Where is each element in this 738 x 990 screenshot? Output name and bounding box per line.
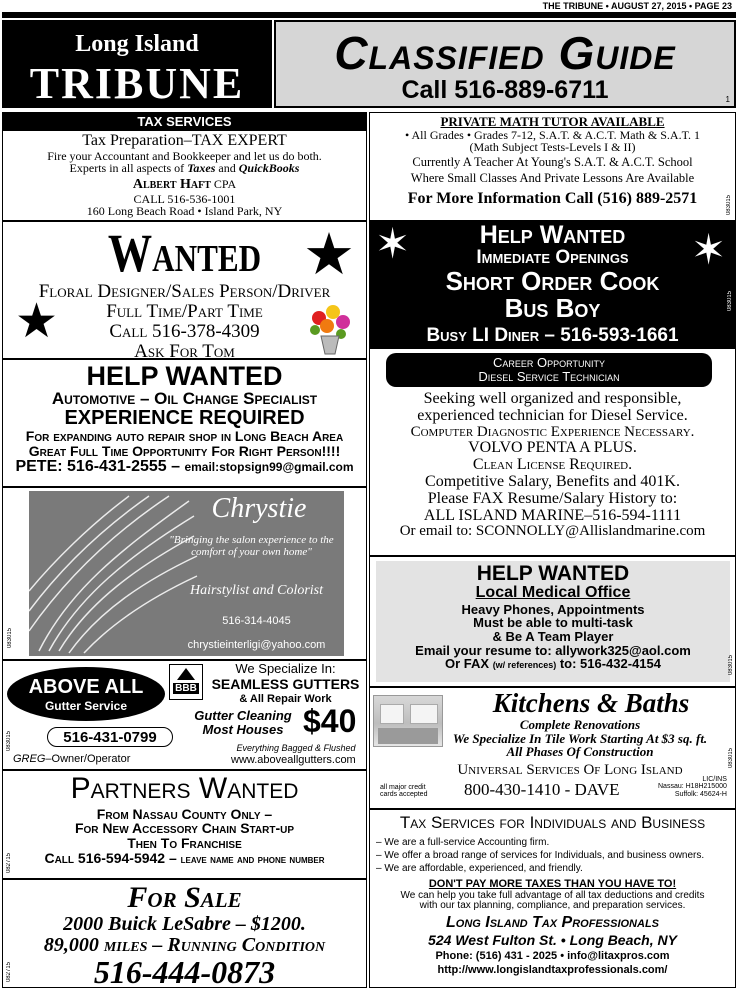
tax-line3: Experts in all aspects of Taxes and QuickBooks — [69, 161, 300, 176]
medical-line4: Email your resume to: allywork325@aol.com — [415, 642, 691, 658]
tax-line1: Tax Preparation–TAX EXPERT — [82, 132, 287, 149]
partners-line4: Call 516-594-5942 – leave name and phone number — [44, 849, 325, 866]
short-order-line3: Short Order Cook — [445, 266, 660, 297]
oil-title: HELP WANTED — [86, 361, 283, 391]
floral-body — [3, 282, 366, 362]
short-order-body — [369, 222, 736, 346]
tax-ind-site: http://www.longislandtaxprofessionals.com/ — [437, 963, 668, 976]
chrystie-name: Chrystie — [211, 493, 307, 524]
tax-ind-dont: DON'T PAY MORE TAXES THAN YOU HAVE TO! — [428, 878, 677, 890]
star-icon: ★ — [303, 222, 355, 287]
tax-ind-bullet1: – We are a full-service Accounting firm. — [376, 837, 550, 848]
diesel-line3: Computer Diagnostic Experience Necessary. — [410, 423, 695, 440]
bbb-text: BBB — [173, 683, 199, 694]
diesel-line2: experienced technician for Diesel Service. — [417, 406, 688, 424]
logo-line1: Long Island — [75, 31, 199, 57]
bbb-logo — [169, 664, 203, 700]
oil-change-body — [3, 362, 366, 475]
gutter-phone: 516-431-0799 — [47, 727, 173, 747]
star-icon: ✶ — [691, 226, 727, 273]
ad-wanted-floral — [2, 221, 367, 362]
ad-code: 083015 — [728, 748, 734, 769]
ad-code: 083015 — [726, 195, 732, 216]
kitchens-credit: all major credit cards accepted — [380, 784, 428, 799]
diesel-body — [370, 391, 735, 540]
partners-title: Partners Wanted — [70, 772, 299, 805]
math-line5: For More Information Call (516) 889-2571 — [407, 190, 698, 208]
ad-short-order — [369, 221, 736, 348]
oil-line4: Great Full Time Opportunity For Right Person!!!! — [28, 442, 341, 459]
tax-services-body — [3, 133, 366, 218]
ad-math-tutor — [369, 112, 736, 221]
tax-ind-contact: Phone: (516) 431 - 2025 • info@litaxpros.com — [435, 950, 670, 963]
tax-ind-bullets — [376, 836, 704, 875]
header-rule — [2, 12, 736, 18]
logo-line2: TRIBUNE — [29, 59, 245, 108]
partners-line3: Then To Franchise — [127, 834, 242, 851]
oil-line3: For expanding auto repair shop in Long Beach Area — [25, 428, 344, 445]
tax-line2: Fire your Accountant and Bookkeeper and let us do both. — [47, 148, 322, 163]
for-sale-line2: 89,000 miles – Running Condition — [43, 933, 326, 956]
kitchens-line1: Complete Renovations — [519, 717, 641, 732]
medical-line1: Heavy Phones, Appointments — [461, 601, 645, 617]
gutter-spec: We Specialize In: — [235, 661, 336, 676]
ad-partners-wanted — [2, 770, 367, 879]
diesel-pill1: Career Opportunity — [493, 355, 605, 370]
tax-services-heading: TAX SERVICES — [3, 113, 366, 131]
ad-code: 082715 — [6, 853, 12, 874]
diesel-line9: Or email to: SCONNOLLY@Allislandmarine.com — [399, 523, 706, 540]
ad-tax-services — [2, 112, 367, 221]
short-order-line4: Bus Boy — [504, 293, 601, 324]
medical-sub: Local Medical Office — [475, 584, 631, 602]
diesel-pill — [386, 353, 712, 387]
diesel-line4: VOLVO PENTA A PLUS. — [468, 439, 637, 457]
math-line1: • All Grades • Grades 7-12, S.A.T. & A.C.T. Math & S.A.T. 1 — [404, 127, 701, 142]
tax-ind-bullet3: – We are affordable, experienced, and friendly. — [376, 863, 583, 874]
for-sale-body — [3, 882, 366, 989]
math-body — [370, 115, 735, 208]
ad-code: 083015 — [727, 291, 733, 312]
oil-line5: PETE: 516-431-2555 – email:stopsign99@gmail.com — [15, 457, 354, 475]
chrystie-email: chrystieinterligi@yahoo.com — [187, 639, 326, 651]
page-mark: 1 — [725, 95, 730, 104]
guide-phone: Call 516-889-6711 — [401, 76, 609, 104]
tax-ind-body — [370, 879, 735, 976]
ad-oil-change — [2, 359, 367, 487]
math-title: PRIVATE MATH TUTOR AVAILABLE — [440, 114, 665, 129]
chrystie-role: Hairstylist and Colorist — [189, 583, 324, 598]
ad-tax-individuals — [369, 809, 736, 988]
floral-line3: Call 516-378-4309 — [109, 320, 260, 342]
floral-line4: Ask For Tom — [134, 340, 235, 362]
diesel-line5: Clean License Required. — [472, 456, 633, 474]
diesel-pill2: Diesel Service Technician — [478, 368, 620, 384]
math-line3: Currently A Teacher At Young's S.A.T. & A.C.T. School — [412, 154, 693, 169]
ad-chrystie — [2, 487, 367, 660]
star-icon: ✶ — [375, 220, 411, 267]
ad-kitchens-baths — [369, 687, 736, 809]
running-head: THE TRIBUNE • AUGUST 27, 2015 • PAGE 23 — [542, 1, 732, 11]
medical-line2: Must be able to multi-task — [473, 615, 633, 631]
for-sale-phone: 516-444-0873 — [93, 953, 276, 990]
kitchens-title: Kitchens & Baths — [492, 688, 690, 718]
medical-card — [376, 561, 730, 682]
floral-line1: Floral Designer/Sales Person/Driver — [38, 281, 331, 302]
classified-guide-banner — [274, 20, 736, 108]
diesel-line7: Please FAX Resume/Salary History to: — [427, 489, 678, 507]
kitchens-line4: Universal Services Of Long Island — [457, 762, 683, 778]
medical-title: HELP WANTED — [476, 562, 630, 585]
gutter-name2: Gutter Service — [44, 699, 128, 713]
hair-swirl-graphic — [29, 491, 199, 656]
short-order-line1: Help Wanted — [479, 221, 626, 249]
short-order-line2: Immediate Openings — [476, 247, 629, 269]
partners-line2: For New Accessory Chain Start-up — [74, 820, 295, 837]
math-line4: Where Small Classes And Private Lessons Are Available — [410, 170, 695, 185]
ad-code: 083015 — [7, 628, 13, 649]
partners-line1: From Nassau County Only – — [96, 805, 273, 822]
gutter-cleaning: Gutter Cleaning Most Houses — [194, 708, 292, 737]
ad-gutter — [2, 660, 367, 770]
oil-line1: Automotive – Oil Change Specialist — [51, 389, 318, 409]
kitchens-line2: We Specialize In Tile Work Starting At $3 sq. ft. — [452, 730, 708, 746]
gutter-price: $40 — [303, 703, 357, 739]
tax-ind-bullet2: – We offer a broad range of services for Individuals, and business owners. — [376, 850, 705, 861]
gutter-repair: & All Repair Work — [239, 693, 332, 705]
medical-line5: Or FAX (w/ references) to: 516-432-4154 — [445, 656, 661, 672]
tax-address: 160 Long Beach Road • Island Park, NY — [86, 204, 283, 219]
tribune-logo — [2, 20, 272, 108]
chrystie-card — [29, 491, 344, 656]
ad-for-sale — [2, 879, 367, 988]
tax-ind-p1: We can help you take full advantage of all tax deductions and credits — [400, 889, 705, 901]
gutter-owner: GREG–Owner/Operator — [13, 753, 131, 765]
tax-ind-title: Tax Services for Individuals and Business — [399, 813, 706, 832]
floral-line2: Full Time/Part Time — [106, 300, 263, 322]
ad-code: 083015 — [728, 655, 734, 676]
ad-diesel-technician — [369, 348, 736, 556]
diesel-line8: ALL ISLAND MARINE–516-594-1111 — [423, 506, 682, 524]
tax-call: CALL 516-536-1001 — [133, 191, 236, 206]
medical-line3: & Be A Team Player — [492, 629, 614, 645]
tax-ind-name: Long Island Tax Professionals — [445, 913, 659, 931]
tax-ind-address: 524 West Fulton St. • Long Beach, NY — [428, 932, 677, 949]
gutter-site: www.aboveallgutters.com — [231, 754, 356, 766]
gutter-bagged: Everything Bagged & Flushed — [236, 743, 356, 753]
chrystie-phone: 516-314-4045 — [222, 615, 291, 627]
ad-medical-office — [369, 556, 736, 687]
kitchens-license: LIC/INS Nassau: H18H215000 Suffolk: 45624-H — [658, 776, 727, 798]
partners-body — [3, 773, 366, 865]
for-sale-line1: 2000 Buick LeSabre – $1200. — [63, 912, 306, 935]
star-icon: ★ — [15, 295, 59, 348]
tax-ind-p2: with our tax planning, compliance, and preparation services. — [419, 900, 686, 912]
gutter-seamless: SEAMLESS GUTTERS — [211, 676, 360, 692]
kitchens-body — [430, 718, 730, 759]
guide-title: Classified Guide — [334, 27, 676, 79]
tax-name: Albert Haft CPA — [132, 176, 237, 192]
math-line2: (Math Subject Tests-Levels I & II) — [469, 140, 636, 155]
diesel-line6: Competitive Salary, Benefits and 401K. — [425, 472, 680, 490]
ad-code: 082715 — [6, 962, 12, 983]
kitchens-phone: 800-430-1410 - DAVE — [464, 780, 620, 799]
chrystie-tagline: "Bringing the salon experience to the comfort of your own home" — [169, 534, 334, 558]
oil-line2: EXPERIENCE REQUIRED — [64, 407, 305, 430]
short-order-line5: Busy LI Diner – 516-593-1661 — [426, 324, 679, 346]
gutter-name1: ABOVE ALL — [28, 676, 144, 698]
diesel-line1: Seeking well organized and responsible, — [423, 390, 682, 407]
for-sale-title: For Sale — [127, 881, 242, 914]
kitchens-line3: All Phases Of Construction — [506, 744, 654, 760]
ad-code: 083015 — [6, 731, 12, 752]
gutter-logo-oval — [7, 667, 165, 721]
wanted-title: Wanted — [107, 223, 262, 283]
